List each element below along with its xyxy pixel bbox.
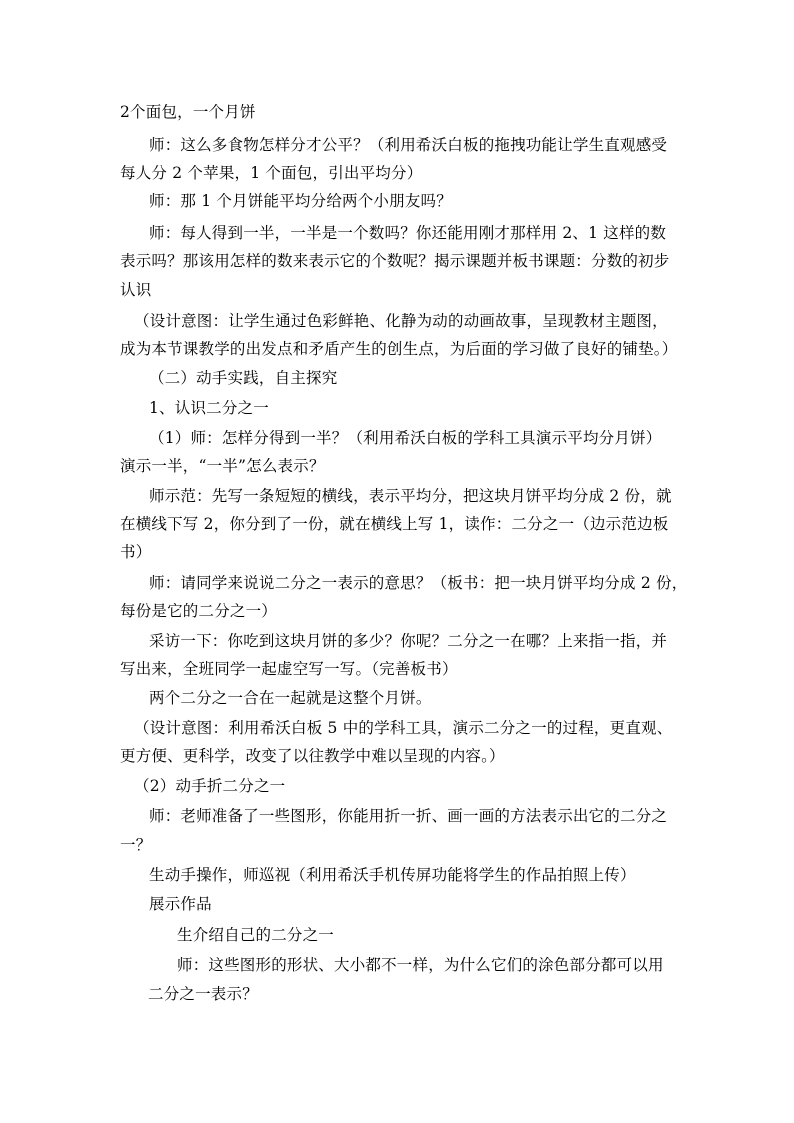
text-line: 书） (120, 543, 152, 561)
text-line: 生介绍自己的二分之一 (177, 926, 335, 944)
text-line: 师：每人得到一半，一半是一个数吗？你还能用刚才那样用 2、1 这样的数 (149, 224, 667, 242)
text-line: 二分之一表示？ (148, 985, 258, 1003)
text-line: 师：这么多食物怎样分才公平？（利用希沃白板的拖拽功能让学生直观感受 (149, 136, 668, 154)
text-line: 一？ (120, 836, 152, 854)
text-line: 师示范：先写一条短短的横线，表示平均分，把这块月饼平均分成 2 份，就 (149, 487, 672, 505)
text-line: 2个面包，一个月饼 (120, 103, 256, 121)
text-line: （设计意图：让学生通过色彩鲜艳、化静为动的动画故事，呈现教材主题图， (134, 312, 668, 330)
text-line: 成为本节课教学的出发点和矛盾产生的创生点，为后面的学习做了良好的铺垫。） (120, 340, 678, 358)
text-line: （二）动手实践，自主探究 (149, 369, 338, 387)
text-line: 1、认识二分之一 (149, 399, 269, 417)
text-line: 表示吗？那该用怎样的数来表示它的个数呢？揭示课题并板书课题：分数的初步 (120, 252, 670, 270)
text-line: 展示作品 (149, 895, 212, 913)
text-line: 每份是它的二分之一） (120, 602, 278, 620)
text-line: （2）动手折二分之一 (134, 777, 286, 795)
text-line: 师：老师准备了一些图形，你能用折一折、画一画的方法表示出它的二分之 (149, 807, 668, 825)
text-line: 师：这些图形的形状、大小都不一样，为什么它们的涂色部分都可以用 (177, 956, 664, 974)
text-line: （设计意图：利用希沃白板 5 中的学科工具，演示二分之一的过程，更直观、 (134, 719, 673, 737)
text-line: 认识 (120, 281, 152, 299)
text-line: 师：请同学来说说二分之一表示的意思？（板书：把一块月饼平均分成 2 份， (149, 574, 688, 592)
text-line: 更方便、更科学，改变了以往教学中难以呈现的内容。） (120, 747, 505, 765)
text-line: 演示一半，“一半”怎么表示？ (120, 457, 325, 475)
text-line: 采访一下：你吃到这块月饼的多少？你呢？二分之一在哪？上来指一指，并 (149, 632, 668, 650)
text-line: 在横线下写 2，你分到了一份，就在横线上写 1，读作：二分之一（边示范边板 (120, 515, 669, 533)
text-line: 每人分 2 个苹果，1 个面包，引出平均分） (120, 164, 423, 182)
text-line: 写出来，全班同学一起虚空写一写。（完善板书） (120, 660, 458, 678)
text-line: 生动手操作，师巡视（利用希沃手机传屏功能将学生的作品拍照上传） (149, 866, 636, 884)
text-line: 师：那 1 个月饼能平均分给两个小朋友吗？ (149, 192, 452, 210)
text-line: （1）师：怎样分得到一半？（利用希沃白板的学科工具演示平均分月饼） (149, 429, 662, 447)
text-line: 两个二分之一合在一起就是这整个月饼。 (149, 689, 432, 707)
